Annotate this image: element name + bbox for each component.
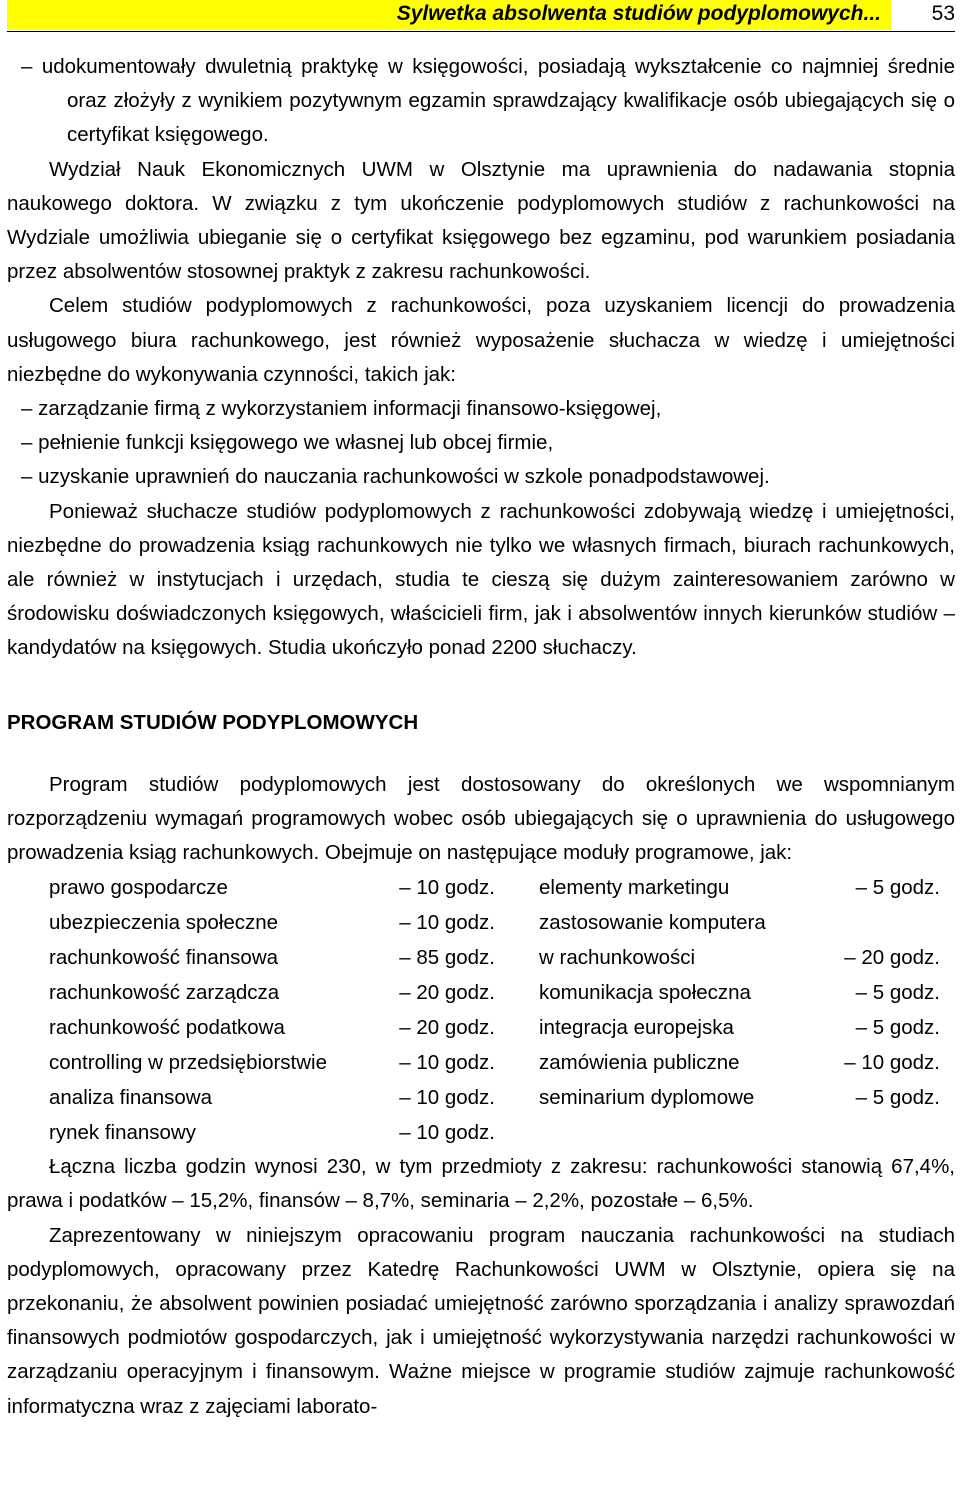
module-row xyxy=(7,975,955,1010)
module-name: zamówienia publiczne xyxy=(539,1051,740,1075)
module-hours: – 20 godz. xyxy=(399,1016,495,1040)
paragraph-program-basis: Zaprezentowany w niniejszym opracowaniu program nauczania rachunkowości na studiach podyplomowych, opracowany przez Katedrę Rachunkowości UWM w Olsztynie, opiera się na przekonaniu, że absolwent powinien posiadać umiejętność zarówno sporządzania i analizy sprawozdań finansowych podmiotów gospodarczych, jak i umiejętność wykorzystywania narzędzi rachunkowości w zarządzaniu operacyjnym i finansowym. Ważne miejsce w programie studiów zajmuje rachunkowość informatyczna wraz z zajęciami laborato- xyxy=(7,1223,955,1418)
module-row xyxy=(7,940,955,975)
module-hours: – 10 godz. xyxy=(399,911,495,935)
header-title: Sylwetka absolwenta studiów podyplomowych... xyxy=(396,2,881,25)
paragraph-program: Program studiów podyplomowych jest dostosowany do określonych we wspomnianym rozporządzeniu wymagań programowych wobec osób ubiegających się o uprawnienia do usługowego prowadzenia ksiąg rachunkowych. Obejmuje on następujące moduły programowe, jak: xyxy=(7,772,955,865)
module-name: integracja europejska xyxy=(539,1016,734,1040)
intro-bullet: – udokumentowały dwuletnią praktykę w księgowości, posiadają wykształcenie co najmniej średnie oraz złożyły z wynikiem pozytywnym egzamin sprawdzający kwalifikacje osób ubiegających się o certyfikat księgowego. xyxy=(21,55,955,147)
module-hours: – 10 godz. xyxy=(844,1051,940,1075)
module-name: rachunkowość podatkowa xyxy=(49,1016,285,1040)
module-name: prawo gospodarcze xyxy=(49,876,228,900)
module-hours: – 5 godz. xyxy=(855,1016,940,1040)
module-hours: – 85 godz. xyxy=(399,946,495,970)
paragraph-goal: Celem studiów podyplomowych z rachunkowości, poza uzyskaniem licencji do prowadzenia usługowego biura rachunkowego, jest również wyposażenie słuchacza w wiedzę i umiejętności niezbędne do wykonywania czynności, takich jak: xyxy=(7,294,955,386)
module-row xyxy=(7,1080,955,1115)
module-hours: – 10 godz. xyxy=(399,1086,495,1110)
module-hours: – 5 godz. xyxy=(855,981,940,1005)
module-hours: – 5 godz. xyxy=(855,876,940,900)
module-hours: – 10 godz. xyxy=(399,1051,495,1075)
page-body xyxy=(7,50,955,1424)
paragraph-hours-total: Łączna liczba godzin wynosi 230, w tym przedmioty z zakresu: rachunkowości stanowią 67,4%, prawa i podatków – 15,2%, finansów – 8,7%, seminaria – 2,2%, pozostałe – 6,5%. xyxy=(7,1155,955,1213)
module-hours: – 20 godz. xyxy=(399,981,495,1005)
module-row xyxy=(7,1045,955,1080)
module-hours: – 20 godz. xyxy=(844,946,940,970)
module-row xyxy=(7,1115,955,1150)
paragraph-interest: Ponieważ słuchacze studiów podyplomowych z rachunkowości zdobywają wiedzę i umiejętności, niezbędne do prowadzenia ksiąg rachunkowych nie tylko we własnych firmach, biurach rachunkowych, ale również w instytucjach i urzędach, studia te cieszą się dużym zainteresowaniem zarówno w środowisku doświadczonych księgowych, właścicieli firm, jak i absolwentów innych kierunków studiów – kandydatów na księgowych. Studia ukończyło ponad 2200 słuchaczy. xyxy=(7,499,955,660)
module-hours: – 10 godz. xyxy=(399,1121,495,1145)
module-name: seminarium dyplomowe xyxy=(539,1086,755,1110)
module-name: ubezpieczenia społeczne xyxy=(49,911,279,935)
list-item: – uzyskanie uprawnień do nauczania rachunkowości w szkole ponadpodstawowej. xyxy=(21,465,770,489)
module-row xyxy=(7,870,955,905)
list-item: – zarządzanie firmą z wykorzystaniem informacji finansowo-księgowej, xyxy=(21,397,662,421)
module-name: w rachunkowości xyxy=(539,946,696,970)
modules-table xyxy=(7,870,955,1150)
module-name: rachunkowość zarządcza xyxy=(49,981,280,1005)
paragraph-doctorate: Wydział Nauk Ekonomicznych UWM w Olsztynie ma uprawnienia do nadawania stopnia naukowego doktora. W związku z tym ukończenie podyplomowych studiów z rachunkowości na Wydziale umożliwia ubieganie się o certyfikat księgowego bez egzaminu, pod warunkiem posiadania przez absolwentów stosownej praktyk z zakresu rachunkowości. xyxy=(7,157,955,284)
module-name: rynek finansowy xyxy=(49,1121,196,1145)
module-name: zastosowanie komputera xyxy=(539,911,766,935)
module-name: analiza finansowa xyxy=(49,1086,212,1110)
module-row xyxy=(7,905,955,940)
module-name: controlling w przedsiębiorstwie xyxy=(49,1051,328,1075)
module-hours: – 5 godz. xyxy=(855,1086,940,1110)
header-rule xyxy=(7,31,955,32)
module-name: elementy marketingu xyxy=(539,876,730,900)
skills-list xyxy=(7,392,955,495)
list-item: – pełnienie funkcji księgowego we własnej lub obcej firmie, xyxy=(21,431,554,455)
section-heading: PROGRAM STUDIÓW PODYPLOMOWYCH xyxy=(7,710,419,734)
module-row xyxy=(7,1010,955,1045)
running-header xyxy=(7,0,955,33)
module-name: rachunkowość finansowa xyxy=(49,946,279,970)
page-number: 53 xyxy=(931,2,955,25)
module-name: komunikacja społeczna xyxy=(539,981,751,1005)
module-hours: – 10 godz. xyxy=(399,876,495,900)
document-page xyxy=(7,0,955,1493)
